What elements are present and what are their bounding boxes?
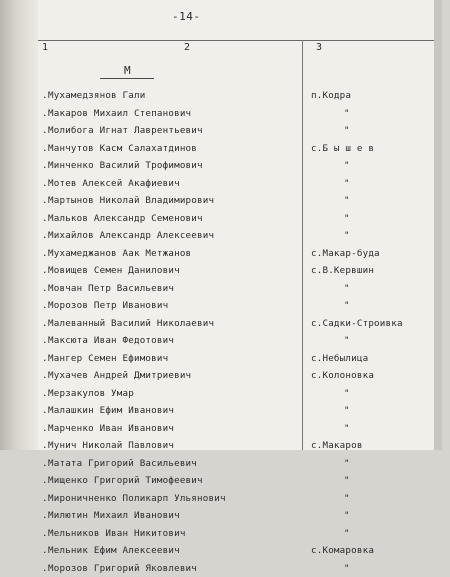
- row-marker: .: [42, 385, 48, 403]
- row-marker: .: [42, 262, 48, 280]
- person-name: Мельников Иван Никитович: [48, 525, 186, 543]
- place-name: ": [344, 385, 350, 403]
- list-item: [38, 402, 434, 420]
- list-item: [38, 525, 434, 543]
- place-name: ": [344, 420, 350, 438]
- row-marker: .: [42, 420, 48, 438]
- person-name: Макаров Михаил Степанович: [48, 105, 191, 123]
- person-name: Мартынов Николай Владимирович: [48, 192, 214, 210]
- row-marker: .: [42, 542, 48, 560]
- person-name: Мангер Семен Ефимович: [48, 350, 168, 368]
- person-name: Мухамедзянов Гали: [48, 87, 145, 105]
- row-marker: .: [42, 105, 48, 123]
- place-name: с.Колоновка: [311, 367, 374, 385]
- list-item: [38, 140, 434, 158]
- row-marker: .: [42, 140, 48, 158]
- row-marker: .: [42, 402, 48, 420]
- place-name: ": [344, 227, 350, 245]
- name-list: [38, 87, 434, 577]
- row-marker: .: [42, 245, 48, 263]
- list-item: [38, 210, 434, 228]
- row-marker: .: [42, 525, 48, 543]
- person-name: Мищенко Григорий Тимофеевич: [48, 472, 203, 490]
- list-item: [38, 87, 434, 105]
- place-name: ": [344, 297, 350, 315]
- list-item: [38, 472, 434, 490]
- person-name: Милютин Михаил Иванович: [48, 507, 180, 525]
- row-marker: .: [42, 490, 48, 508]
- row-marker: .: [42, 297, 48, 315]
- person-name: Мироничненко Поликарп Ульянович: [48, 490, 226, 508]
- place-name: ": [344, 490, 350, 508]
- person-name: Максюта Иван Федотович: [48, 332, 174, 350]
- person-name: Мальков Александр Семенович: [48, 210, 203, 228]
- place-name: ": [344, 507, 350, 525]
- list-item: [38, 297, 434, 315]
- row-marker: .: [42, 87, 48, 105]
- person-name: Мотев Алексей Акафиевич: [48, 175, 180, 193]
- list-item: [38, 105, 434, 123]
- list-item: [38, 350, 434, 368]
- person-name: Мельник Ефим Алексеевич: [48, 542, 180, 560]
- place-name: ": [344, 560, 350, 577]
- person-name: Михайлов Александр Алексеевич: [48, 227, 214, 245]
- person-name: Мухамеджанов Аак Метжанов: [48, 245, 191, 263]
- place-name: ": [344, 525, 350, 543]
- section-underline: [100, 78, 154, 79]
- person-name: Манчутов Касм Салахатдинов: [48, 140, 197, 158]
- place-name: с.Б ы ш е в: [311, 140, 374, 158]
- column-header-3: 3: [316, 42, 322, 53]
- list-item: [38, 385, 434, 403]
- place-name: ": [344, 192, 350, 210]
- page-number: -14-: [172, 10, 201, 23]
- person-name: Морозов Петр Иванович: [48, 297, 168, 315]
- row-marker: .: [42, 455, 48, 473]
- place-name: с.Комаровка: [311, 542, 374, 560]
- row-marker: .: [42, 157, 48, 175]
- row-marker: .: [42, 367, 48, 385]
- place-name: ": [344, 402, 350, 420]
- list-item: [38, 262, 434, 280]
- person-name: Марченко Иван Иванович: [48, 420, 174, 438]
- row-marker: .: [42, 280, 48, 298]
- place-name: с.Макаров: [311, 437, 363, 455]
- list-item: [38, 122, 434, 140]
- row-marker: .: [42, 332, 48, 350]
- list-item: [38, 157, 434, 175]
- person-name: Молибога Игнат Лаврентьевич: [48, 122, 203, 140]
- row-marker: .: [42, 350, 48, 368]
- place-name: с.В.Кервшин: [311, 262, 374, 280]
- list-item: [38, 280, 434, 298]
- list-item: [38, 315, 434, 333]
- section-letter: М: [124, 64, 131, 77]
- person-name: Малашкин Ефим Иванович: [48, 402, 174, 420]
- person-name: Мунич Николай Павлович: [48, 437, 174, 455]
- list-item: [38, 437, 434, 455]
- list-item: [38, 175, 434, 193]
- list-item: [38, 332, 434, 350]
- row-marker: .: [42, 507, 48, 525]
- place-name: ": [344, 280, 350, 298]
- list-item: [38, 367, 434, 385]
- place-name: ": [344, 332, 350, 350]
- place-name: ": [344, 472, 350, 490]
- row-marker: .: [42, 315, 48, 333]
- person-name: Минченко Василий Трофимович: [48, 157, 203, 175]
- person-name: Малеванный Василий Николаевич: [48, 315, 214, 333]
- column-header-2: 2: [184, 42, 190, 53]
- place-name: с.Садки-Строивка: [311, 315, 403, 333]
- place-name: ": [344, 455, 350, 473]
- row-marker: .: [42, 472, 48, 490]
- place-name: ": [344, 105, 350, 123]
- list-item: [38, 227, 434, 245]
- person-name: Морозов Григорий Яковлевич: [48, 560, 197, 577]
- person-name: Мовчан Петр Васильевич: [48, 280, 174, 298]
- row-marker: .: [42, 227, 48, 245]
- row-marker: .: [42, 192, 48, 210]
- header-rule: [38, 40, 434, 41]
- list-item: [38, 420, 434, 438]
- person-name: Мовищев Семен Данилович: [48, 262, 180, 280]
- list-item: [38, 455, 434, 473]
- row-marker: .: [42, 122, 48, 140]
- list-item: [38, 507, 434, 525]
- list-item: [38, 542, 434, 560]
- list-item: [38, 490, 434, 508]
- place-name: п.Кодра: [311, 87, 351, 105]
- place-name: с.Макар-буда: [311, 245, 380, 263]
- place-name: ": [344, 175, 350, 193]
- row-marker: .: [42, 560, 48, 577]
- row-marker: .: [42, 210, 48, 228]
- page-edge: [434, 0, 442, 450]
- person-name: Мухачев Андрей Дмитриевич: [48, 367, 191, 385]
- place-name: ": [344, 122, 350, 140]
- column-header-row: [38, 42, 434, 56]
- binding-edge: [0, 0, 38, 450]
- list-item: [38, 560, 434, 577]
- place-name: с.Небылица: [311, 350, 368, 368]
- column-header-1: 1: [42, 42, 48, 53]
- person-name: Мерзакулов Умар: [48, 385, 134, 403]
- place-name: ": [344, 157, 350, 175]
- list-item: [38, 245, 434, 263]
- row-marker: .: [42, 437, 48, 455]
- list-item: [38, 192, 434, 210]
- row-marker: .: [42, 175, 48, 193]
- place-name: ": [344, 210, 350, 228]
- person-name: Матата Григорий Васильевич: [48, 455, 197, 473]
